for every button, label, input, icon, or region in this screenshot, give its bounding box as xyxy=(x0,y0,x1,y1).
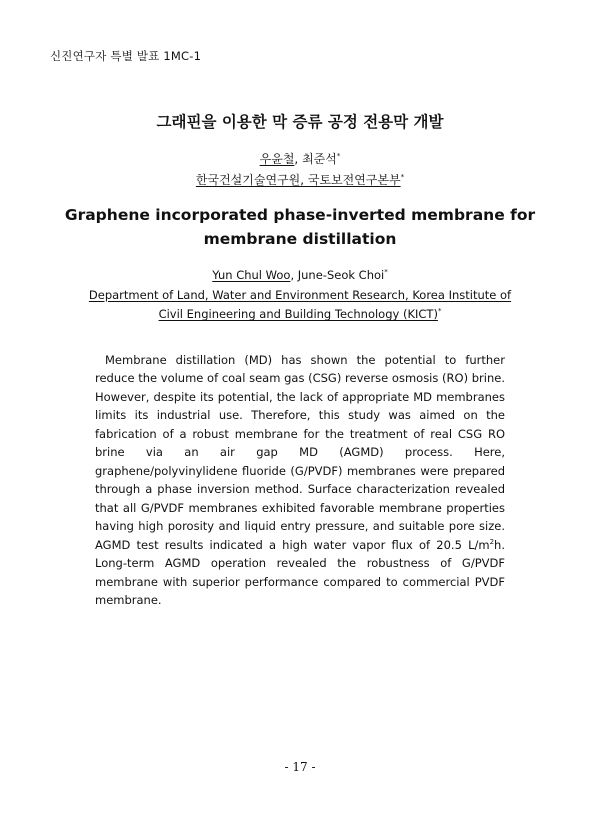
korean-title: 그래핀을 이용한 막 증류 공정 전용막 개발 xyxy=(156,113,444,131)
page-number: - 17 - xyxy=(284,760,316,774)
abstract-superscript: 2 xyxy=(489,537,495,546)
english-authors xyxy=(40,266,560,286)
english-title xyxy=(60,203,540,251)
korean-affiliation xyxy=(0,170,600,191)
english-affiliation-line-2: Civil Engineering and Building Technology (KICT) xyxy=(158,307,438,321)
abstract-paragraph xyxy=(95,351,505,610)
korean-authors xyxy=(0,149,600,170)
english-author-2-mark: * xyxy=(384,268,388,277)
korean-author-1: 우윤철 xyxy=(259,152,295,166)
korean-affiliation-text: 한국건설기술연구원, 국토보전연구본부 xyxy=(195,173,401,187)
abstract-text-2: h. Long-term AGMD operation revealed the robustness of G/PVDF membrane with superior performance compared to commercial PVDF membrane. xyxy=(95,537,505,607)
korean-author-block xyxy=(0,149,600,191)
english-author-separator: , xyxy=(290,268,298,282)
english-title-line-1: Graphene incorporated phase-inverted membrane for xyxy=(64,206,536,224)
english-author-2: June-Seok Choi xyxy=(297,268,385,282)
korean-author-2: 최준석 xyxy=(302,152,337,166)
abstract-text-1: Membrane distillation (MD) has shown the potential to further reduce the volume of coal seam gas (CSG) reverse osmosis (RO) brine. However, despite its potential, the lack of appropriate MD membranes limits its industrial use. Therefore, this study was aimed on the fabrication of a robust membrane for the treatment of real CSG RO brine via an air gap MD (AGMD) process. Here, graphene/polyvinylidene fluoride (G/PVDF) membranes were prepared through a phase inversion method. Surface characterization revealed that all G/PVDF membranes exhibited favorable membrane properties having high porosity and liquid entry pressure, and suitable pore size. AGMD test results indicated a high water vapor flux of 20.5 L/m xyxy=(95,352,505,552)
english-affiliation-line-1: Department of Land, Water and Environment Research, Korea Institute of xyxy=(88,287,512,302)
session-label: 신진연구자 특별 발표 1MC-1 xyxy=(50,49,202,63)
korean-author-separator: , xyxy=(294,152,303,166)
korean-author-2-mark: * xyxy=(336,152,341,160)
english-author-1: Yun Chul Woo xyxy=(212,268,291,282)
english-affiliation-mark: * xyxy=(437,307,442,316)
english-affiliation-line-2-wrap xyxy=(40,305,560,325)
korean-affiliation-mark: * xyxy=(400,173,405,181)
english-title-line-2: membrane distillation xyxy=(203,230,397,248)
english-author-block xyxy=(40,266,560,325)
